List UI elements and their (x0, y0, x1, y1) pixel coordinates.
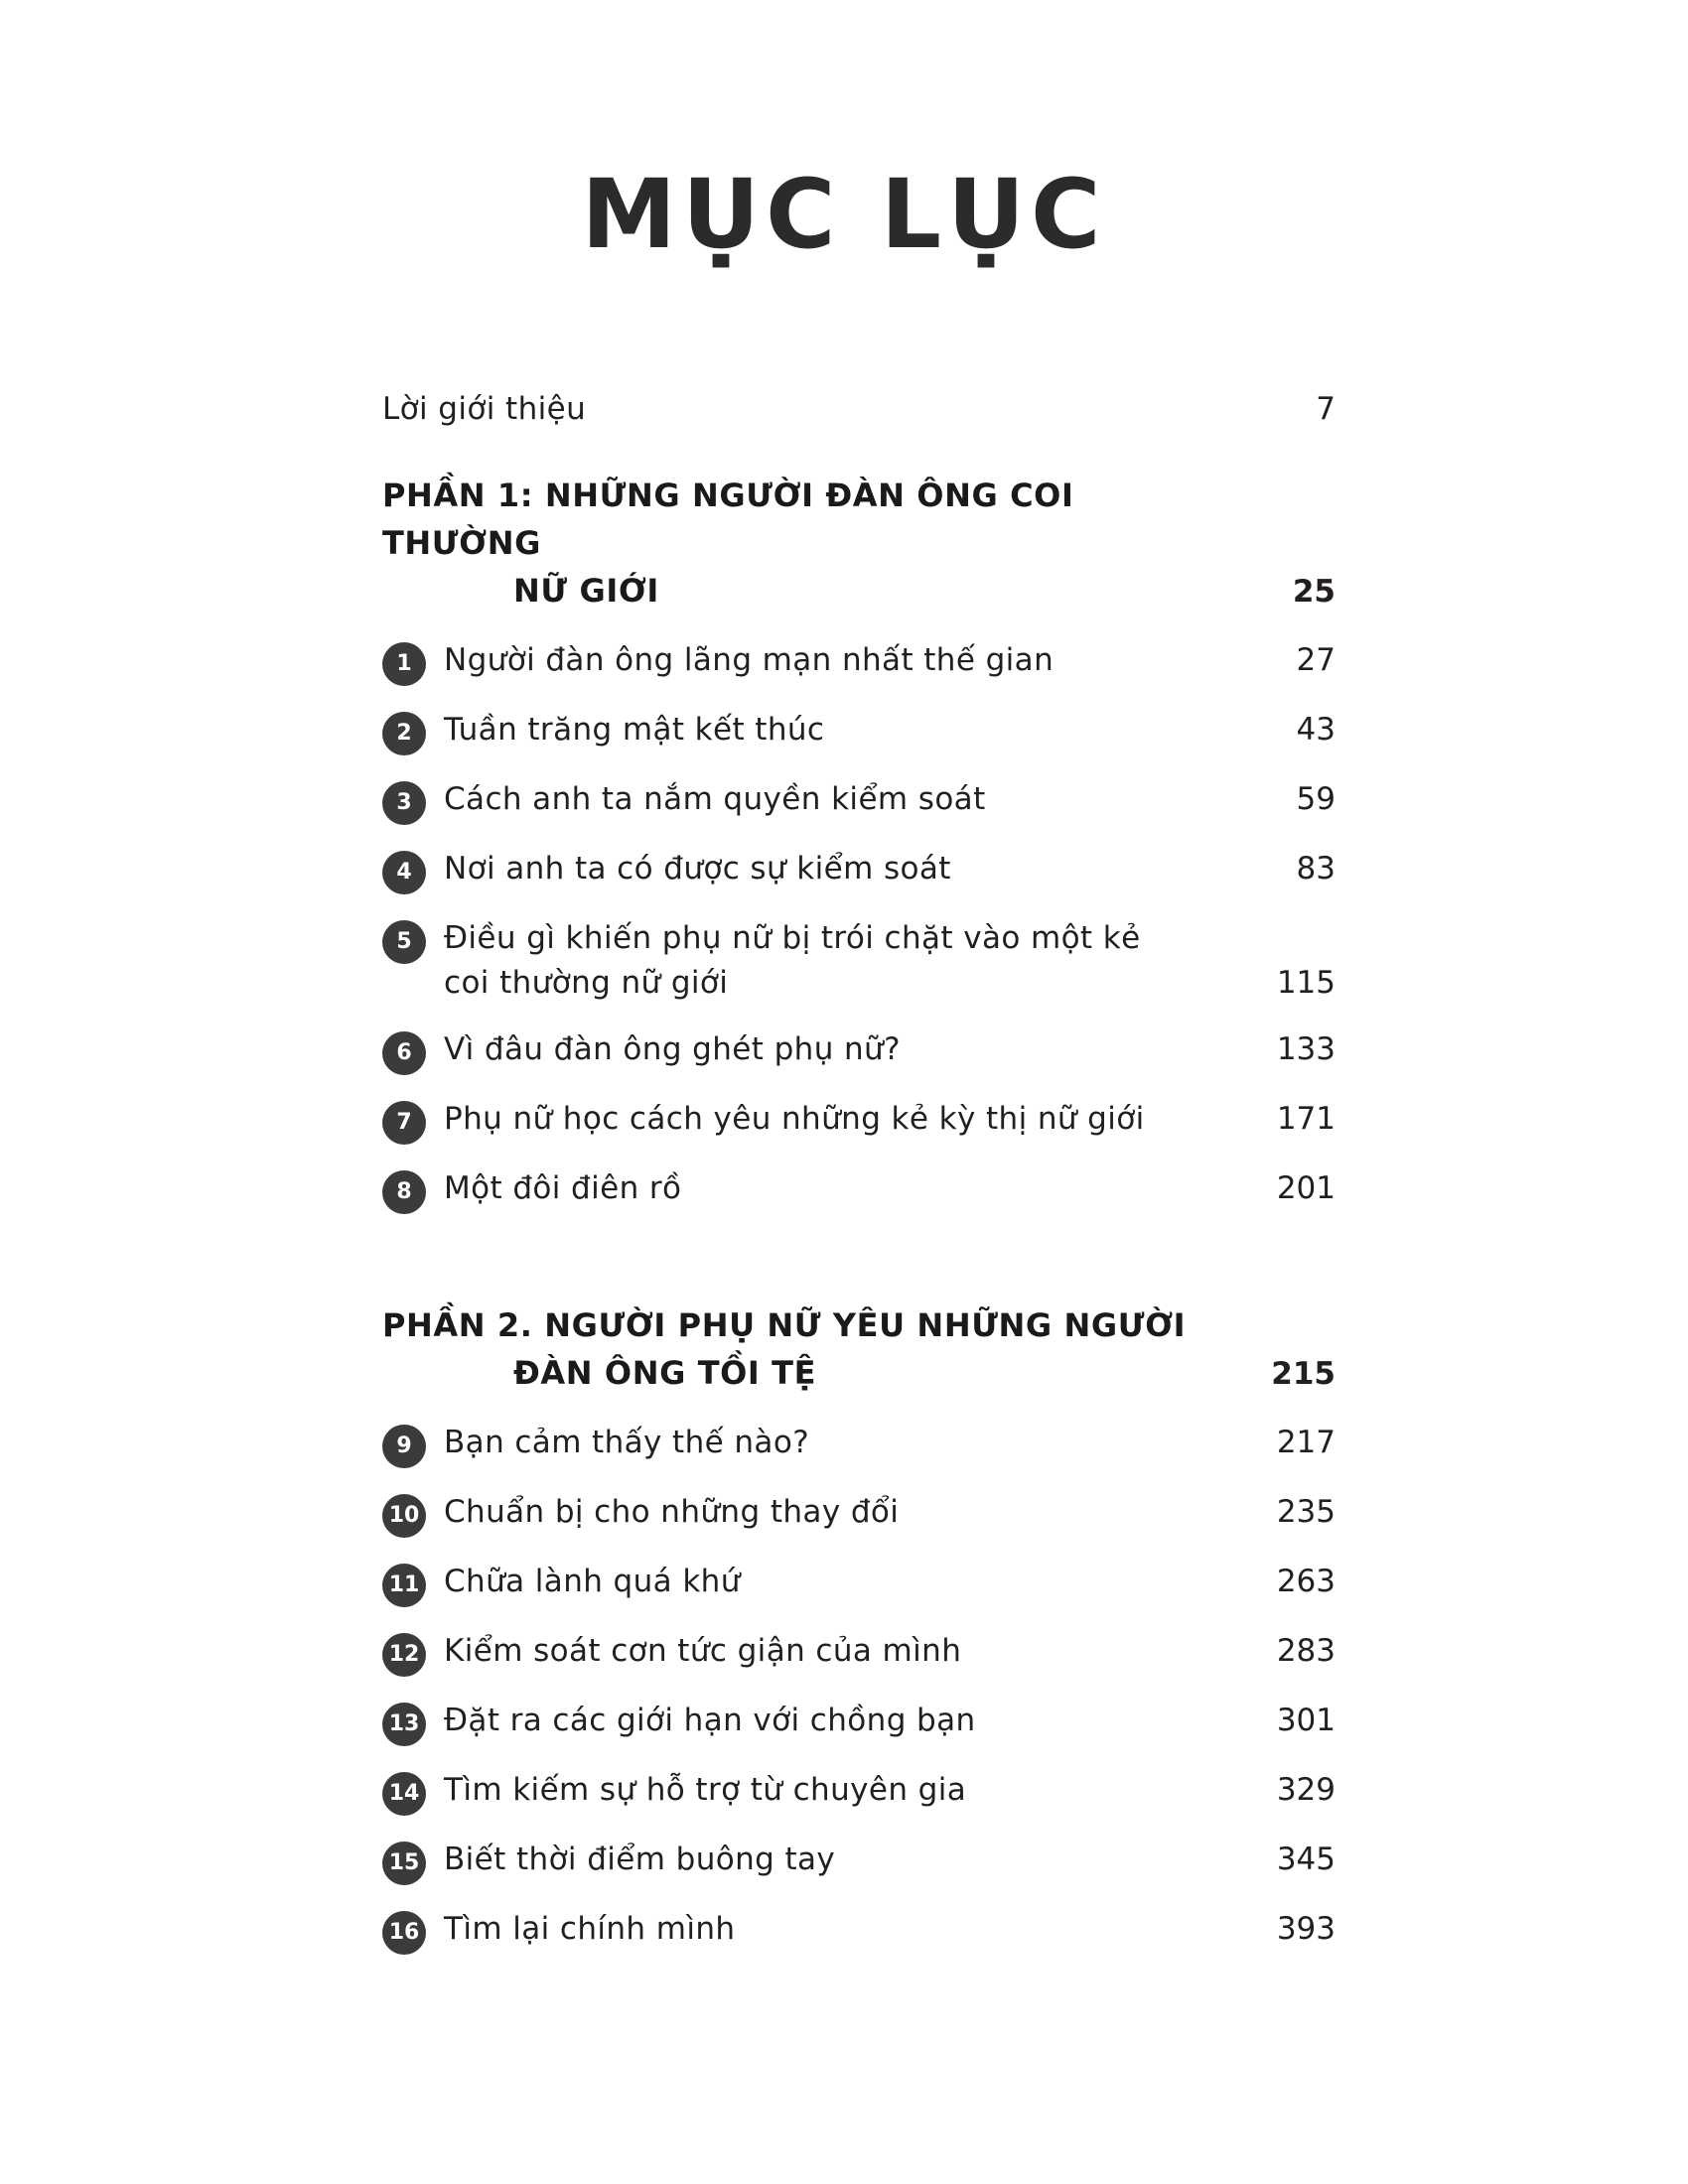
toc-entry-label-line2: coi thường nữ giới (444, 964, 729, 1001)
toc-entry-label-line1: Bạn cảm thấy thế nào? (444, 1424, 810, 1460)
toc-entry-label-line1: Nơi anh ta có được sự kiểm soát (444, 850, 951, 887)
toc-entry-label: Lời giới thiệu (382, 391, 587, 427)
toc-entry-label (444, 847, 1216, 891)
toc-part-heading-1[interactable] (382, 472, 1336, 614)
chapter-number-badge: 14 (382, 1772, 426, 1816)
chapter-number-wrap (382, 1629, 444, 1677)
chapter-number-wrap (382, 1560, 444, 1607)
toc-entry-page: 133 (1276, 1030, 1336, 1067)
toc-part-page-1: 25 (1292, 574, 1336, 610)
chapter-number-badge: 2 (382, 712, 426, 755)
toc-entry-page: 83 (1296, 850, 1336, 887)
toc-entry-page: 171 (1276, 1100, 1336, 1137)
chapter-number-badge: 5 (382, 920, 426, 964)
toc-entry-chapter-4[interactable] (382, 847, 1336, 894)
chapter-number-badge: 8 (382, 1170, 426, 1214)
chapter-number-badge: 10 (382, 1494, 426, 1538)
toc-entry-label (444, 1838, 1216, 1882)
toc-entry-label-line1: Vì đâu đàn ông ghét phụ nữ? (444, 1030, 901, 1067)
toc-entry-chapter-5[interactable] (382, 916, 1336, 1006)
chapter-number-wrap (382, 1097, 444, 1145)
chapter-number-wrap (382, 638, 444, 686)
chapter-number-wrap (382, 847, 444, 894)
toc-entry-page: 43 (1296, 711, 1336, 748)
toc-entry-chapter-13[interactable] (382, 1699, 1336, 1746)
toc-entry-label (444, 1027, 1216, 1072)
toc-entry-label (444, 1560, 1216, 1604)
toc-entry-label-line1: Phụ nữ học cách yêu những kẻ kỳ thị nữ giới (444, 1100, 1145, 1137)
toc-entry-chapter-14[interactable] (382, 1768, 1336, 1816)
toc-entry-chapter-3[interactable] (382, 777, 1336, 825)
chapter-number-badge: 11 (382, 1564, 426, 1607)
toc-entry-page: 7 (1316, 391, 1336, 427)
toc-entry-label (444, 1768, 1216, 1813)
toc-entry-label-line1: Đặt ra các giới hạn với chồng bạn (444, 1702, 976, 1738)
toc-part-title-2-line1: PHẦN 2. NGƯỜI PHỤ NỮ YÊU NHỮNG NGƯỜI (382, 1305, 1187, 1344)
toc-part-title-2 (382, 1301, 1216, 1397)
toc-entry-label (444, 1629, 1216, 1674)
chapter-number-wrap (382, 916, 444, 964)
toc-entry-label (444, 1097, 1216, 1142)
toc-entry-label (444, 777, 1216, 822)
toc-entry-label (444, 708, 1216, 752)
chapter-number-wrap (382, 708, 444, 755)
toc-entry-page: 115 (1276, 964, 1336, 1001)
chapter-number-badge: 13 (382, 1703, 426, 1746)
toc-entry-label-line1: Tìm lại chính mình (444, 1910, 736, 1947)
toc-entry-page: 283 (1276, 1632, 1336, 1669)
toc-entry-page: 201 (1276, 1169, 1336, 1206)
toc-entry-page: 329 (1276, 1771, 1336, 1808)
toc-entry-label-line1: Điều gì khiến phụ nữ bị trói chặt vào một kẻ (444, 919, 1141, 956)
toc-entry-chapter-8[interactable] (382, 1166, 1336, 1214)
chapter-number-wrap (382, 1699, 444, 1746)
toc-entry-page: 263 (1276, 1563, 1336, 1599)
chapter-number-wrap (382, 1421, 444, 1468)
toc-part-title-1-line1: PHẦN 1: NHỮNG NGƯỜI ĐÀN ÔNG COI THƯỜNG (382, 476, 1074, 562)
toc-part-title-1 (382, 472, 1216, 614)
toc-entry-chapter-10[interactable] (382, 1490, 1336, 1538)
chapter-number-wrap (382, 1027, 444, 1075)
toc-entry-label-line1: Tuần trăng mật kết thúc (444, 711, 825, 748)
toc-entry-label (444, 916, 1216, 1006)
chapter-number-badge: 3 (382, 781, 426, 825)
toc-entry-chapter-1[interactable] (382, 638, 1336, 686)
toc-entry-label-line1: Cách anh ta nắm quyền kiểm soát (444, 780, 986, 817)
chapter-number-badge: 16 (382, 1911, 426, 1955)
chapter-number-badge: 4 (382, 851, 426, 894)
toc-entry-label (444, 1166, 1216, 1211)
toc-entry-chapter-9[interactable] (382, 1421, 1336, 1468)
toc-entry-label (444, 1907, 1216, 1952)
toc-part-title-2-line2: ĐÀN ÔNG TỒI TỆ (513, 1353, 817, 1392)
toc-entry-chapter-11[interactable] (382, 1560, 1336, 1607)
chapter-number-wrap (382, 1166, 444, 1214)
toc-entry-chapter-6[interactable] (382, 1027, 1336, 1075)
toc-entry-page: 393 (1276, 1910, 1336, 1947)
chapter-number-badge: 7 (382, 1101, 426, 1145)
toc-entry-label-line1: Người đàn ông lãng mạn nhất thế gian (444, 641, 1055, 678)
chapter-number-wrap (382, 1768, 444, 1816)
chapter-number-wrap (382, 777, 444, 825)
toc-entry-label-line1: Tìm kiếm sự hỗ trợ từ chuyên gia (444, 1771, 967, 1808)
toc-entry-label (444, 1490, 1216, 1535)
toc-entry-label (444, 1699, 1216, 1743)
toc-entry-chapter-15[interactable] (382, 1838, 1336, 1885)
chapter-number-badge: 9 (382, 1425, 426, 1468)
section-gap (382, 1236, 1336, 1292)
toc-entry-chapter-16[interactable] (382, 1907, 1336, 1955)
toc-entry-chapter-2[interactable] (382, 708, 1336, 755)
chapter-number-wrap (382, 1907, 444, 1955)
table-of-contents (382, 387, 1336, 1977)
toc-entry-label-line1: Chữa lành quá khứ (444, 1563, 741, 1599)
toc-part-heading-2[interactable] (382, 1301, 1336, 1397)
toc-entry-label-line1: Một đôi điên rồ (444, 1169, 682, 1206)
chapter-number-wrap (382, 1838, 444, 1885)
chapter-number-badge: 1 (382, 642, 426, 686)
toc-entry-label-line1: Biết thời điểm buông tay (444, 1841, 836, 1877)
toc-entry-label (444, 638, 1216, 683)
chapter-number-badge: 6 (382, 1031, 426, 1075)
toc-entry-chapter-7[interactable] (382, 1097, 1336, 1145)
page-title: MỤC LỤC (581, 159, 1107, 270)
toc-entry-intro[interactable] (382, 387, 1336, 432)
toc-entry-page: 59 (1296, 780, 1336, 817)
toc-entry-page: 345 (1276, 1841, 1336, 1877)
toc-entry-label (444, 1421, 1216, 1465)
toc-part-title-1-line2: NỮ GIỚI (513, 571, 659, 610)
toc-part-page-2: 215 (1271, 1355, 1336, 1392)
toc-entry-label-line1: Chuẩn bị cho những thay đổi (444, 1493, 900, 1530)
toc-entry-page: 27 (1296, 641, 1336, 678)
chapter-number-badge: 15 (382, 1842, 426, 1885)
toc-entry-label-line1: Kiểm soát cơn tức giận của mình (444, 1632, 962, 1669)
chapter-number-wrap (382, 1490, 444, 1538)
toc-entry-page: 301 (1276, 1702, 1336, 1738)
toc-entry-page: 235 (1276, 1493, 1336, 1530)
chapter-number-badge: 12 (382, 1633, 426, 1677)
toc-entry-page: 217 (1276, 1424, 1336, 1460)
toc-entry-chapter-12[interactable] (382, 1629, 1336, 1677)
